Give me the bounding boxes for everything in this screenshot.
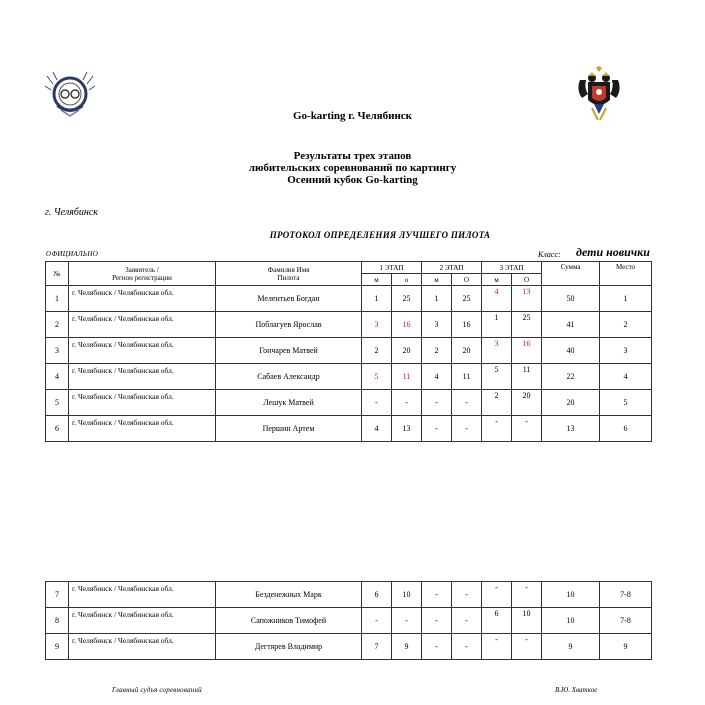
- title-line: любительских соревнований по картингу: [248, 162, 457, 174]
- cell-region: [69, 338, 216, 364]
- table-row: [46, 582, 652, 608]
- header-stage-2: 2 ЭТАП: [422, 262, 482, 274]
- cell-s1-m: 4: [362, 416, 392, 442]
- region-text: г. Челябинск / Челябинская обл.: [72, 391, 174, 401]
- cell-s3-o: 13: [512, 286, 542, 312]
- cell-sum: 10: [542, 608, 600, 634]
- cell-place: 4: [600, 364, 652, 390]
- cell-s3-m: -: [482, 582, 512, 608]
- cell-s1-m: 5: [362, 364, 392, 390]
- cell-s3-o: 10: [512, 608, 542, 634]
- cell-s3-m: 2: [482, 390, 512, 416]
- header-sub-m: м: [422, 274, 452, 286]
- region-text: г. Челябинск / Челябинская обл.: [72, 609, 174, 619]
- cell-s2-o: -: [452, 634, 482, 660]
- chief-judge-name: В.Ю. Хваткое: [555, 686, 598, 694]
- cell-num: 8: [46, 608, 69, 634]
- cell-s2-o: -: [452, 416, 482, 442]
- cell-pilot: Сапожников Тимофей: [216, 608, 362, 634]
- cell-s1-o: 20: [392, 338, 422, 364]
- cell-s2-o: 20: [452, 338, 482, 364]
- cell-place: 3: [600, 338, 652, 364]
- cell-s1-m: -: [362, 608, 392, 634]
- chief-judge-title: Главный судья соревнований: [112, 686, 202, 694]
- results-table-continued: [45, 581, 652, 660]
- header-sub-m: м: [482, 274, 512, 286]
- cell-s3-o: 16: [512, 338, 542, 364]
- cell-pilot: Поблагуев Ярослав: [216, 312, 362, 338]
- header-sub-o: О: [512, 274, 542, 286]
- cell-s3-m: -: [482, 416, 512, 442]
- cell-s3-m: 5: [482, 364, 512, 390]
- cell-place: 6: [600, 416, 652, 442]
- cell-s2-o: 11: [452, 364, 482, 390]
- cell-sum: 40: [542, 338, 600, 364]
- region-text: г. Челябинск / Челябинская обл.: [72, 287, 174, 297]
- cell-num: 1: [46, 286, 69, 312]
- cell-s3-o: -: [512, 416, 542, 442]
- cell-place: 5: [600, 390, 652, 416]
- cell-region: [69, 634, 216, 660]
- competition-titles: [0, 150, 705, 186]
- cell-region: [69, 608, 216, 634]
- cell-s1-m: 7: [362, 634, 392, 660]
- cell-sum: 13: [542, 416, 600, 442]
- header-stage-1: 1 ЭТАП: [362, 262, 422, 274]
- cell-pilot: Лешук Матвей: [216, 390, 362, 416]
- cell-place: 1: [600, 286, 652, 312]
- cell-s1-o: 13: [392, 416, 422, 442]
- cell-sum: 10: [542, 582, 600, 608]
- cell-num: 7: [46, 582, 69, 608]
- cell-s1-m: 6: [362, 582, 392, 608]
- cell-pilot: Першин Артем: [216, 416, 362, 442]
- region-text: г. Челябинск / Челябинская обл.: [72, 339, 174, 349]
- cell-s1-m: 3: [362, 312, 392, 338]
- cell-s3-m: 6: [482, 608, 512, 634]
- cell-s3-o: 20: [512, 390, 542, 416]
- class-label: Класс:: [538, 250, 561, 259]
- cell-s3-m: -: [482, 634, 512, 660]
- cell-place: 7-8: [600, 582, 652, 608]
- cell-sum: 20: [542, 390, 600, 416]
- cell-s1-o: 9: [392, 634, 422, 660]
- class-value: дети новички: [576, 245, 650, 259]
- title-line: Результаты трех этапов: [293, 150, 412, 162]
- cell-s3-m: 4: [482, 286, 512, 312]
- cell-sum: 41: [542, 312, 600, 338]
- region-text: г. Челябинск / Челябинская обл.: [72, 583, 174, 593]
- cell-region: [69, 390, 216, 416]
- cell-s2-m: -: [422, 582, 452, 608]
- page-title: Go-karting г. Челябинск: [292, 110, 413, 122]
- table-row: [46, 416, 652, 442]
- table-row: [46, 390, 652, 416]
- cell-s2-o: 16: [452, 312, 482, 338]
- cell-s3-o: -: [512, 634, 542, 660]
- cell-s2-m: -: [422, 416, 452, 442]
- cell-num: 9: [46, 634, 69, 660]
- cell-s2-m: 3: [422, 312, 452, 338]
- table-row: [46, 286, 652, 312]
- protocol-title: ПРОТОКОЛ ОПРЕДЕЛЕНИЯ ЛУЧШЕГО ПИЛОТА: [269, 230, 491, 240]
- cell-s1-m: 1: [362, 286, 392, 312]
- header-sub-o: О: [452, 274, 482, 286]
- region-text: г. Челябинск / Челябинская обл.: [72, 365, 174, 375]
- results-table: [45, 261, 652, 442]
- cell-place: 7-8: [600, 608, 652, 634]
- cell-s2-o: -: [452, 582, 482, 608]
- header-pilot: Фамилия Имя Пилота: [216, 262, 362, 286]
- cell-sum: 9: [542, 634, 600, 660]
- cell-num: 4: [46, 364, 69, 390]
- cell-pilot: Гончарев Матвей: [216, 338, 362, 364]
- cell-s2-o: -: [452, 390, 482, 416]
- table-row: [46, 338, 652, 364]
- cell-s3-m: 3: [482, 338, 512, 364]
- cell-s1-m: -: [362, 390, 392, 416]
- official-label: ОФИЦИАЛЬНО: [46, 250, 99, 258]
- cell-s2-m: 4: [422, 364, 452, 390]
- cell-num: 3: [46, 338, 69, 364]
- cell-s2-m: -: [422, 634, 452, 660]
- table-row: [46, 608, 652, 634]
- cell-region: [69, 286, 216, 312]
- cell-sum: 22: [542, 364, 600, 390]
- cell-region: [69, 312, 216, 338]
- cell-region: [69, 364, 216, 390]
- header-place: Место: [600, 262, 652, 286]
- cell-s2-o: 25: [452, 286, 482, 312]
- cell-num: 5: [46, 390, 69, 416]
- table-row: [46, 634, 652, 660]
- header-sum: Сумма: [542, 262, 600, 286]
- cell-s1-o: -: [392, 608, 422, 634]
- cell-s1-o: 16: [392, 312, 422, 338]
- cell-s3-o: 25: [512, 312, 542, 338]
- region-text: г. Челябинск / Челябинская обл.: [72, 417, 174, 427]
- city-label: г. Челябинск: [45, 207, 98, 218]
- header-num: №: [46, 262, 69, 286]
- cell-s3-o: -: [512, 582, 542, 608]
- header-region: Заявитель / Регион регистрации: [69, 262, 216, 286]
- cell-pilot: Безденежных Марк: [216, 582, 362, 608]
- cell-s1-o: 10: [392, 582, 422, 608]
- cell-s2-m: -: [422, 390, 452, 416]
- cell-num: 6: [46, 416, 69, 442]
- cell-num: 2: [46, 312, 69, 338]
- header-sub-m: м: [362, 274, 392, 286]
- cell-pilot: Сабаев Александр: [216, 364, 362, 390]
- cell-s1-o: 25: [392, 286, 422, 312]
- table-row: [46, 312, 652, 338]
- cell-sum: 50: [542, 286, 600, 312]
- region-text: г. Челябинск / Челябинская обл.: [72, 635, 174, 645]
- cell-pilot: Мелентьев Богдан: [216, 286, 362, 312]
- cell-s2-m: 1: [422, 286, 452, 312]
- cell-s1-m: 2: [362, 338, 392, 364]
- cell-s1-o: -: [392, 390, 422, 416]
- cell-place: 2: [600, 312, 652, 338]
- cell-s2-m: 2: [422, 338, 452, 364]
- title-line: Осенний кубок Go-karting: [287, 174, 418, 186]
- cell-place: 9: [600, 634, 652, 660]
- cell-s2-o: -: [452, 608, 482, 634]
- cell-region: [69, 416, 216, 442]
- cell-s3-o: 11: [512, 364, 542, 390]
- cell-pilot: Дегтярев Владимир: [216, 634, 362, 660]
- cell-s1-o: 11: [392, 364, 422, 390]
- table-row: [46, 364, 652, 390]
- cell-s2-m: -: [422, 608, 452, 634]
- header-sub-o: о: [392, 274, 422, 286]
- cell-region: [69, 582, 216, 608]
- region-text: г. Челябинск / Челябинская обл.: [72, 313, 174, 323]
- cell-s3-m: 1: [482, 312, 512, 338]
- header-stage-3: 3 ЭТАП: [482, 262, 542, 274]
